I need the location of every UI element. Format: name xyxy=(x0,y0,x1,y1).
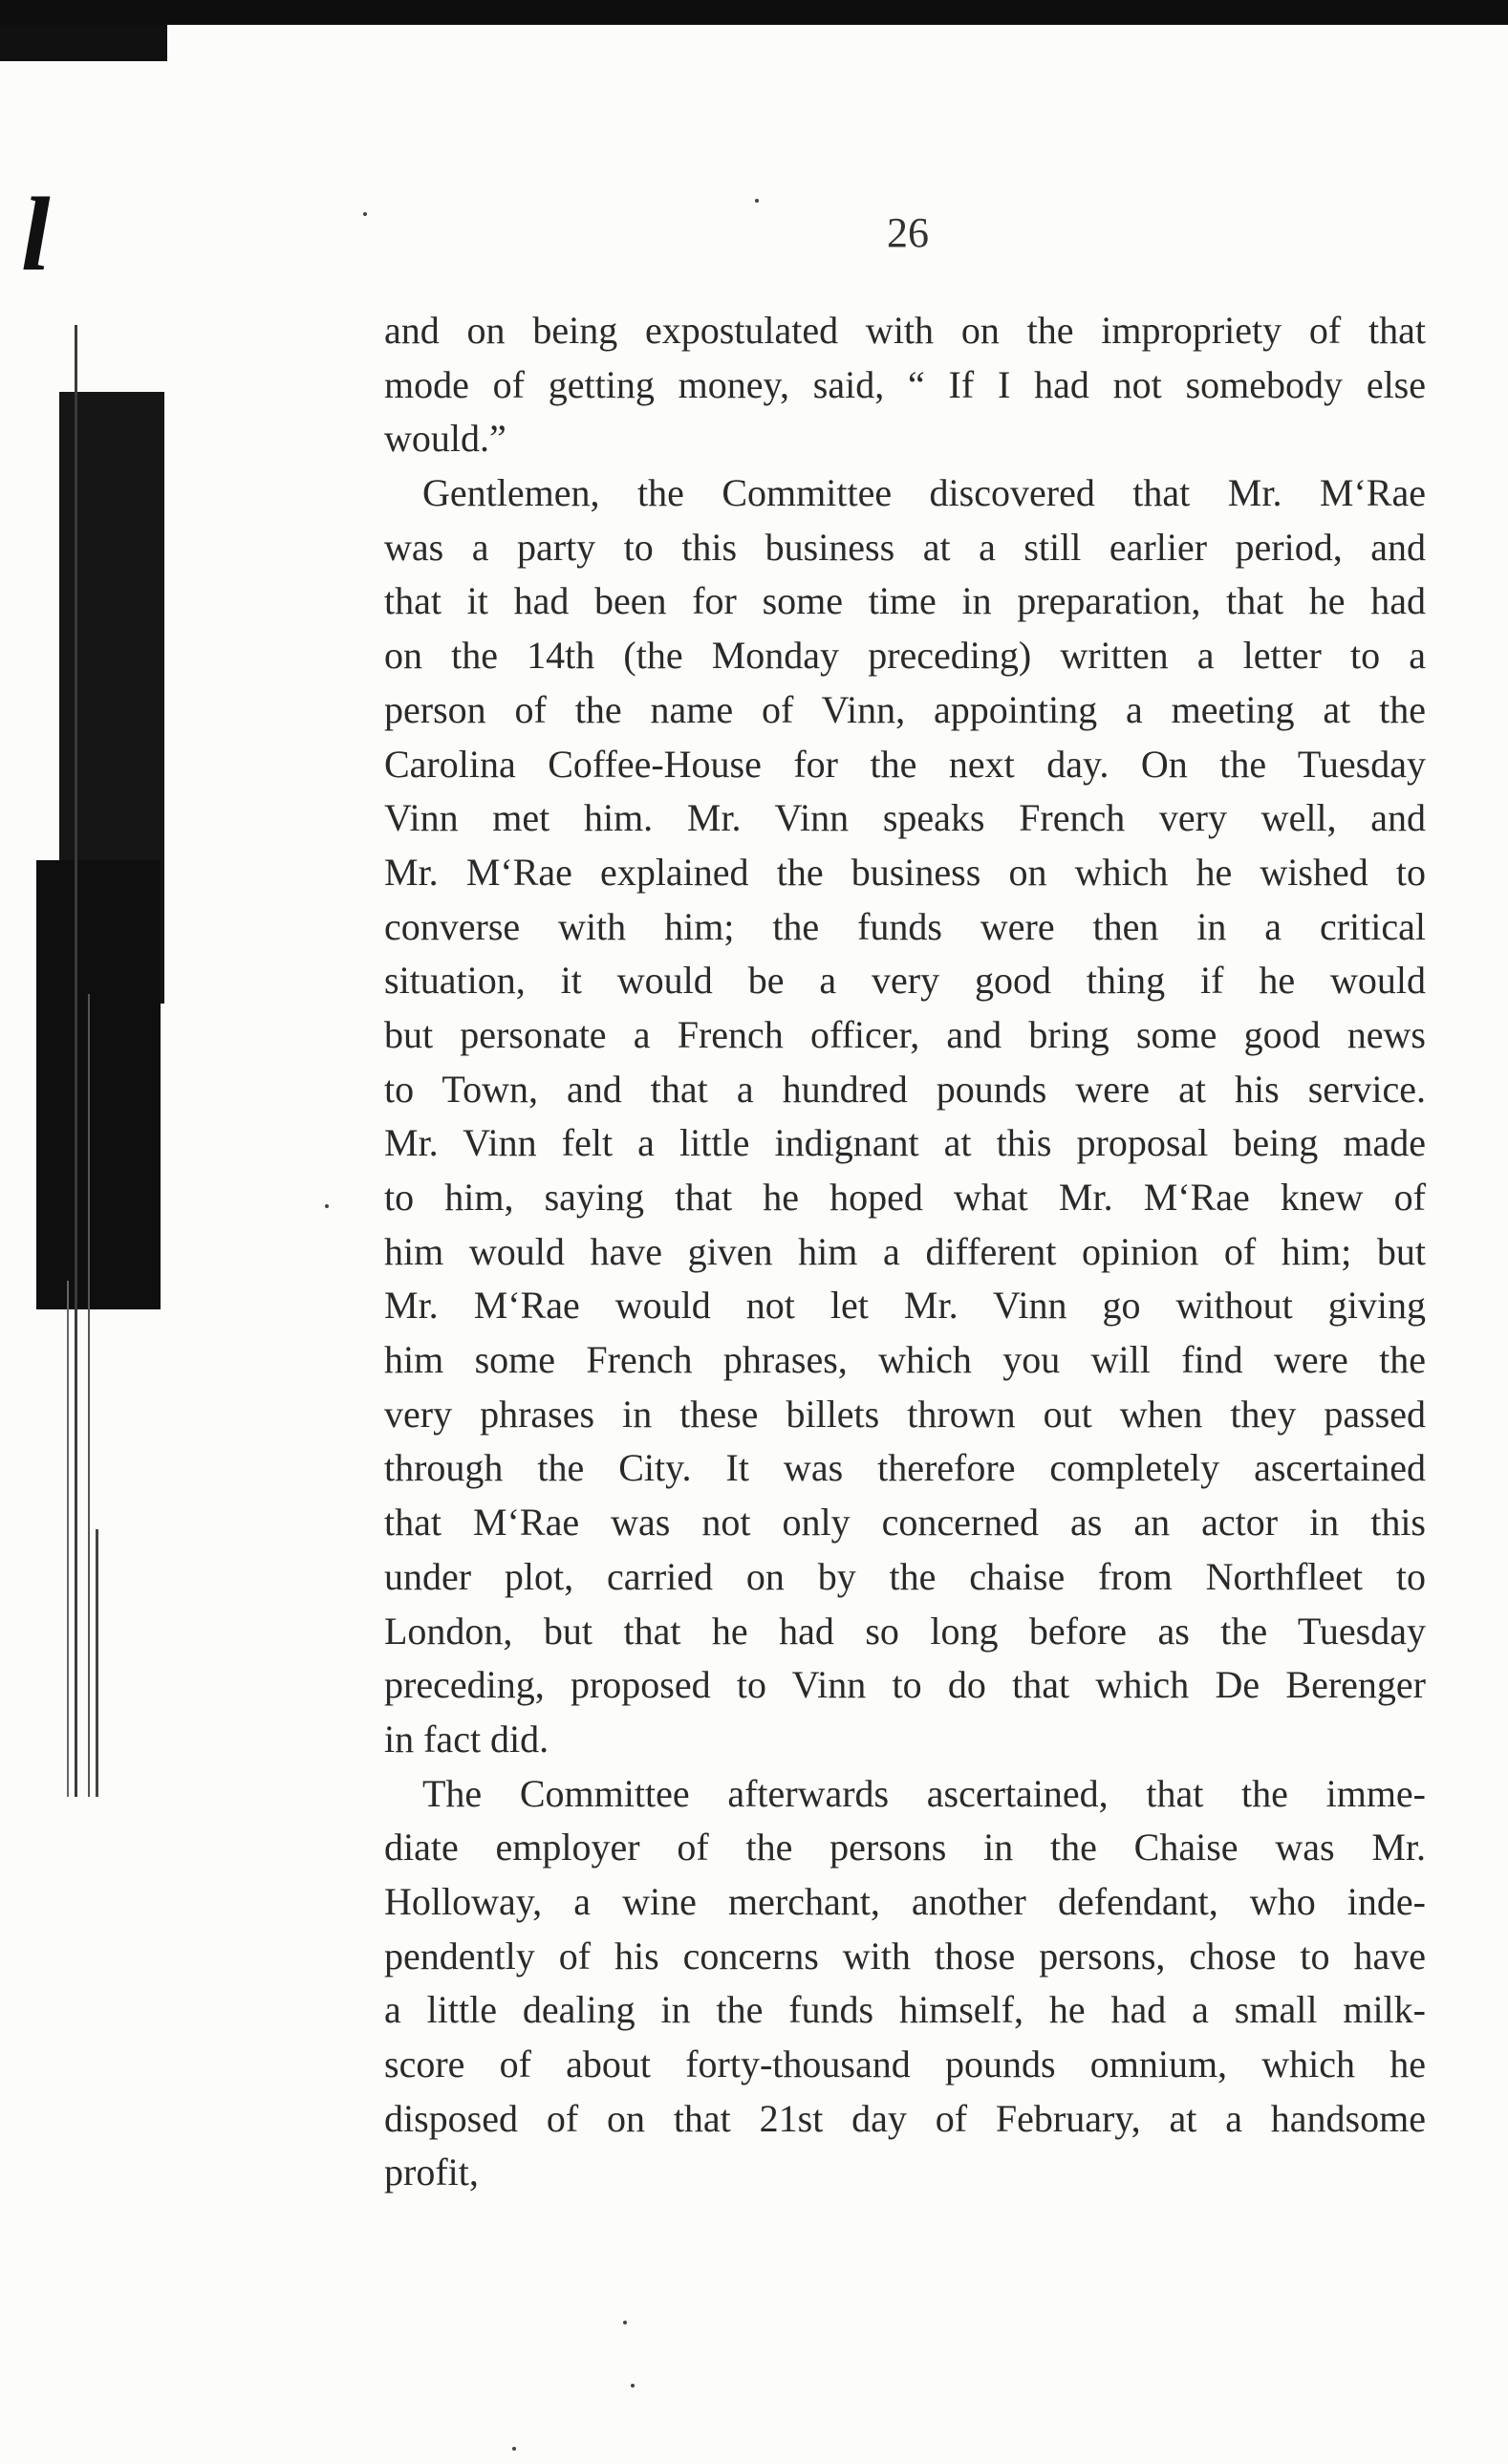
text-line: to Town, and that a hundred pounds were at his service. xyxy=(384,1067,1426,1111)
ink-speck xyxy=(363,212,367,216)
text-line: him would have given him a different opinion of him; but xyxy=(384,1229,1426,1273)
text-line: under plot, carried on by the chaise from Northfleet to xyxy=(384,1554,1426,1598)
text-line: very phrases in these billets thrown out when they passed xyxy=(384,1392,1426,1436)
margin-mark: l xyxy=(21,176,51,292)
text-line: profit, xyxy=(384,2151,479,2194)
text-line: that M‘Rae was not only concerned as an actor in this xyxy=(384,1501,1426,1545)
binding-lower-band xyxy=(36,860,161,1309)
text-line: Mr. M‘Rae would not let Mr. Vinn go without giving xyxy=(384,1284,1426,1328)
text-line: but personate a French officer, and bring some good news xyxy=(384,1012,1426,1056)
binding-faint-line xyxy=(96,1529,98,1797)
binding-faint-line xyxy=(67,1281,69,1797)
text-line: converse with him; the funds were then in a critical xyxy=(384,904,1426,948)
text-line: would.” xyxy=(384,417,506,461)
text-line: on the 14th (the Monday preceding) written a letter to a xyxy=(384,634,1426,678)
text-line: situation, it would be a very good thing if he would xyxy=(384,959,1426,1003)
text-line: him some French phrases, which you will find were the xyxy=(384,1338,1426,1382)
text-line: diate employer of the persons in the Chaise was Mr. xyxy=(384,1826,1426,1870)
text-line: preceding, proposed to Vinn to do that which De Berenger xyxy=(384,1663,1426,1707)
text-line: London, but that he had so long before as the Tuesday xyxy=(384,1609,1426,1653)
text-line: Holloway, a wine merchant, another defendant, who inde- xyxy=(384,1879,1426,1923)
text-line: Vinn met him. Mr. Vinn speaks French very well, and xyxy=(384,796,1426,840)
text-line: person of the name of Vinn, appointing a meeting at the xyxy=(384,687,1426,731)
text-line: to him, saying that he hoped what Mr. M‘Rae knew of xyxy=(384,1176,1426,1219)
text-line: in fact did. xyxy=(384,1717,549,1761)
binding-shadow xyxy=(0,325,167,1797)
ink-speck xyxy=(623,2321,627,2324)
text-line: Mr. M‘Rae explained the business on which he wished to xyxy=(384,850,1426,894)
text-line: disposed of on that 21st day of February, at a handsome xyxy=(384,2096,1426,2140)
ink-speck xyxy=(325,1204,329,1208)
page-number: 26 xyxy=(887,209,929,256)
text-line: score of about forty-thousand pounds omnium, which he xyxy=(384,2043,1426,2086)
text-line: through the City. It was therefore completely ascertained xyxy=(384,1446,1426,1490)
text-line: Mr. Vinn felt a little indignant at this proposal being made xyxy=(384,1121,1426,1165)
binding-faint-line xyxy=(88,994,90,1797)
text-line: Gentlemen, the Committee discovered that Mr. M‘Rae xyxy=(422,471,1426,515)
top-scan-edge xyxy=(0,0,1508,25)
text-line: Carolina Coffee-House for the next day. On the Tuesday xyxy=(384,742,1426,786)
ink-speck xyxy=(755,199,759,203)
top-left-scan-edge xyxy=(0,25,167,61)
text-line: pendently of his concerns with those persons, chose to have xyxy=(384,1934,1426,1978)
body-text xyxy=(384,304,1426,2200)
ink-speck xyxy=(631,2384,635,2388)
text-line: mode of getting money, said, “ If I had not somebody else xyxy=(384,362,1426,406)
text-line: The Committee afterwards ascertained, that the imme- xyxy=(422,1771,1426,1815)
ink-speck xyxy=(512,2447,516,2451)
text-line: and on being expostulated with on the impropriety of that xyxy=(384,309,1426,352)
binding-faint-line xyxy=(75,325,77,1797)
text-line: a little dealing in the funds himself, he had a small milk- xyxy=(384,1988,1426,2032)
text-line: was a party to this business at a still earlier period, and xyxy=(384,525,1426,569)
text-line: that it had been for some time in preparation, that he had xyxy=(384,579,1426,623)
